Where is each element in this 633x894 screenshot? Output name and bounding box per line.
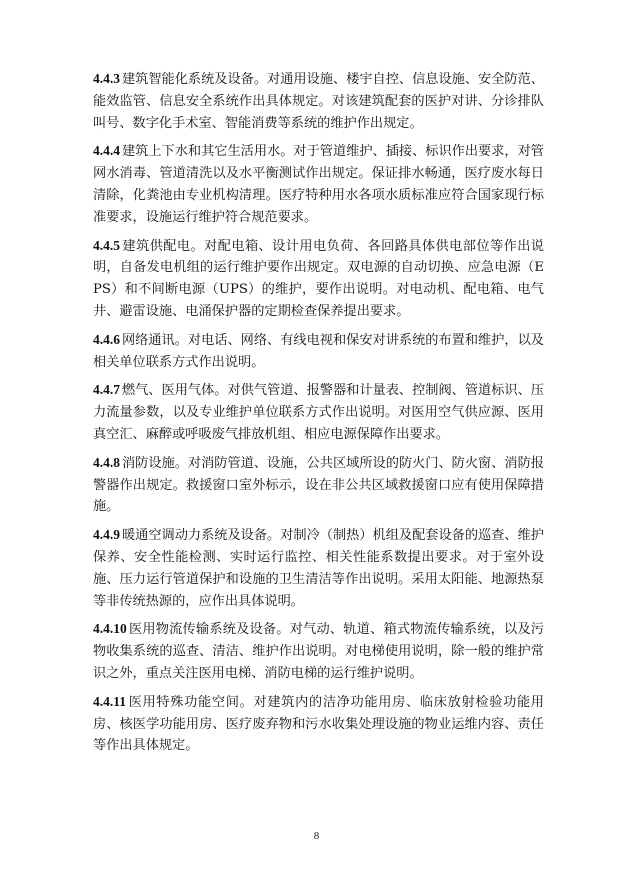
page-number: 8 <box>313 830 320 842</box>
section-4-4-8 <box>93 452 544 518</box>
section-4-4-7 <box>93 379 544 445</box>
section-number: 4.4.11 <box>93 693 127 709</box>
section-number: 4.4.4 <box>93 143 120 159</box>
section-number: 4.4.10 <box>93 621 127 637</box>
document-body <box>93 68 544 763</box>
section-text: 燃气、医用气体。对供气管道、报警器和计量表、控制阀、管道标识、压力流量参数，以及专业维护单位联系方式作出说明。对医用空气供应源、医用真空汇、麻醉或呼吸废气排放机组、相应电源保障作出要求。 <box>93 383 544 442</box>
section-text: 暖通空调动力系统及设备。对制冷（制热）机组及配套设备的巡查、维护保养、安全性能检测、实时运行监控、相关性能系数提出要求。对于室外设施、压力运行管道保护和设施的卫生清洁等作出说明。采用太阳能、地源热泵等非传统热源的，应作出具体说明。 <box>93 528 544 609</box>
section-4-4-5 <box>93 235 544 323</box>
section-text: 医用特殊功能空间。对建筑内的洁净功能用房、临床放射检验功能用房、核医学功能用房、医疗废弃物和污水收集处理设施的物业运维内容、责任等作出具体规定。 <box>93 694 544 754</box>
section-4-4-11 <box>93 691 544 757</box>
section-text: 医用物流传输系统及设备。对气动、轨道、箱式物流传输系统，以及污物收集系统的巡查、清洁、维护作出说明。对电梯使用说明，除一般的维护常识之外，重点关注医用电梯、消防电梯的运行维护说明。 <box>93 622 544 681</box>
section-4-4-9 <box>93 524 544 612</box>
section-number: 4.4.6 <box>93 331 120 347</box>
section-4-4-6 <box>93 329 544 374</box>
section-4-4-10 <box>93 618 544 684</box>
section-text: 建筑供配电。对配电箱、设计用电负荷、各回路具体供电部位等作出说明，自备发电机组的运行维护要作出规定。双电源的自动切换、应急电源（EPS）和不间断电源（UPS）的维护，要作出说明。对电动机、配电箱、电气井、避雷设施、电涌保护器的定期检查保养提出要求。 <box>93 238 544 319</box>
section-4-4-4 <box>93 140 544 228</box>
section-text: 消防设施。对消防管道、设施，公共区域所设的防火门、防火窗、消防报警器作出规定。救援窗口室外标示，设在非公共区域救援窗口应有使用保障措施。 <box>93 455 544 515</box>
section-number: 4.4.9 <box>93 527 120 543</box>
section-number: 4.4.3 <box>93 71 120 86</box>
section-4-4-3 <box>93 68 544 134</box>
section-number: 4.4.7 <box>93 382 120 398</box>
section-number: 4.4.8 <box>93 454 120 470</box>
section-text: 建筑上下水和其它生活用水。对于管道维护、插接、标识作出要求，对管网水消毒、管道清洗以及水平衡测试作出规定。保证排水畅通，医疗废水每日清除，化粪池由专业机构清理。医疗特种用水各项水质标准应符合国家现行标准要求，设施运行维护符合规范要求。 <box>93 144 544 225</box>
section-text: 建筑智能化系统及设备。对通用设施、楼宇自控、信息设施、安全防范、能效监管、信息安全系统作出具体规定。对该建筑配套的医护对讲、分诊排队叫号、数字化手术室、智能消费等系统的维护作出规定。 <box>93 72 544 131</box>
section-number: 4.4.5 <box>93 237 120 253</box>
section-text: 网络通讯。对电话、网络、有线电视和保安对讲系统的布置和维护，以及相关单位联系方式作出说明。 <box>93 332 544 370</box>
